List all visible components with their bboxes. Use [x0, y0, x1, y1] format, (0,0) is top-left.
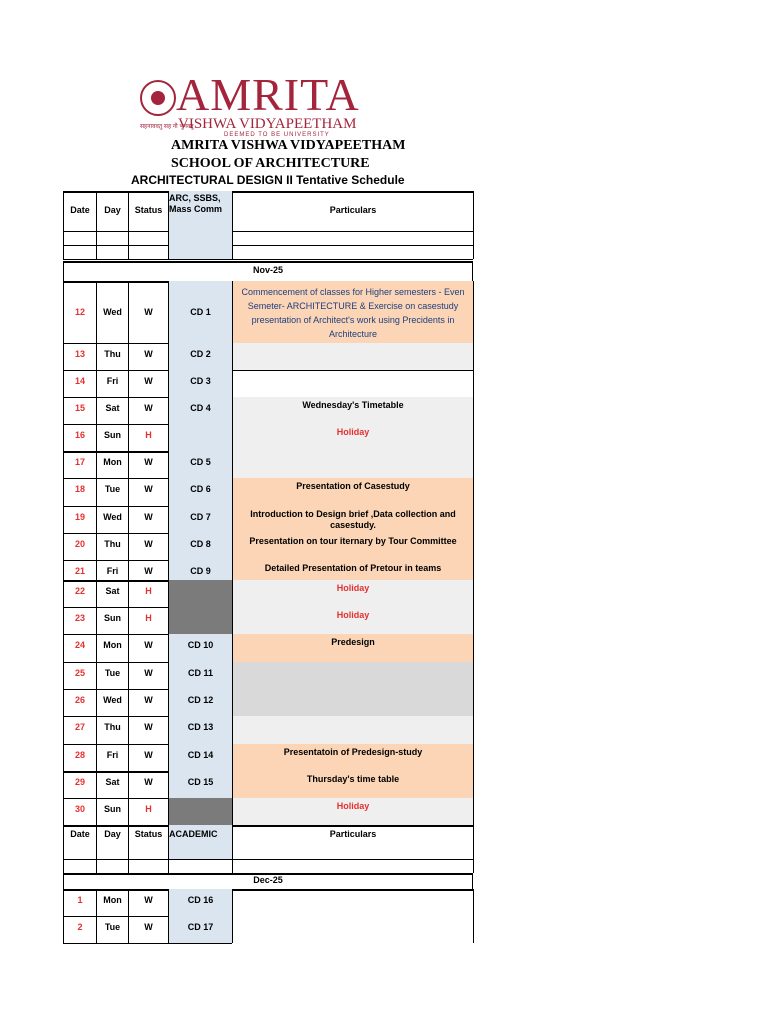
day-cell: Tue	[96, 662, 129, 689]
particulars-cell: Presentation of Casestudy	[232, 478, 474, 506]
course-cell: CD 10	[168, 634, 233, 662]
empty-cell	[168, 245, 233, 259]
logo-subtitle: VISHWA VIDYAPEETHAM	[178, 116, 357, 132]
header-status: Status	[128, 191, 169, 231]
course-cell	[168, 424, 233, 451]
course-cell: CD 7	[168, 506, 233, 533]
course-cell: CD 9	[168, 560, 233, 580]
date-cell: 19	[63, 506, 97, 533]
course-cell: CD 16	[168, 889, 233, 916]
status-cell: W	[128, 889, 169, 916]
date-cell: 30	[63, 798, 97, 825]
empty-cell	[128, 231, 169, 245]
header-date: Date	[63, 191, 97, 231]
status-cell: W	[128, 689, 169, 716]
header-date: Date	[63, 825, 97, 859]
status-cell: W	[128, 560, 169, 580]
particulars-cell	[232, 916, 474, 943]
status-cell: W	[128, 370, 169, 397]
date-cell: 25	[63, 662, 97, 689]
empty-cell	[232, 245, 474, 259]
header-academic: ACADEMIC	[168, 825, 233, 859]
status-cell: W	[128, 634, 169, 662]
day-cell: Thu	[96, 533, 129, 560]
date-cell: 17	[63, 451, 97, 478]
course-cell: CD 4	[168, 397, 233, 424]
day-cell: Fri	[96, 744, 129, 771]
status-cell: H	[128, 607, 169, 634]
header-status: Status	[128, 825, 169, 859]
course-cell: CD 1	[168, 281, 233, 343]
particulars-cell	[232, 716, 474, 744]
date-cell: 1	[63, 889, 97, 916]
row-divider	[63, 943, 232, 944]
date-cell: 12	[63, 281, 97, 343]
course-cell: CD 13	[168, 716, 233, 744]
course-cell: CD 15	[168, 771, 233, 798]
status-cell: W	[128, 744, 169, 771]
particulars-cell	[232, 662, 474, 689]
course-cell	[168, 798, 233, 825]
status-cell: W	[128, 662, 169, 689]
date-cell: 29	[63, 771, 97, 798]
status-cell: W	[128, 916, 169, 943]
empty-cell	[63, 245, 97, 259]
empty-cell	[128, 859, 169, 873]
particulars-cell: Introduction to Design brief ,Data collection and casestudy.	[232, 506, 474, 533]
course-cell: CD 14	[168, 744, 233, 771]
day-cell: Wed	[96, 689, 129, 716]
particulars-cell: Thursday's time table	[232, 771, 474, 798]
day-cell: Wed	[96, 506, 129, 533]
particulars-cell	[232, 451, 474, 478]
date-cell: 13	[63, 343, 97, 370]
particulars-cell	[232, 343, 474, 370]
date-cell: 18	[63, 478, 97, 506]
header-day: Day	[96, 191, 129, 231]
day-cell: Tue	[96, 916, 129, 943]
empty-cell	[96, 245, 129, 259]
date-cell: 21	[63, 560, 97, 580]
day-cell: Sat	[96, 397, 129, 424]
empty-cell	[96, 231, 129, 245]
course-cell: CD 12	[168, 689, 233, 716]
day-cell: Sat	[96, 580, 129, 607]
day-cell: Mon	[96, 451, 129, 478]
date-cell: 28	[63, 744, 97, 771]
status-cell: W	[128, 506, 169, 533]
day-cell: Thu	[96, 716, 129, 744]
header-day: Day	[96, 825, 129, 859]
month-label-dec: Dec-25	[63, 873, 473, 889]
particulars-cell: Wednesday's Timetable	[232, 397, 474, 424]
status-cell: W	[128, 343, 169, 370]
day-cell: Mon	[96, 634, 129, 662]
empty-cell	[63, 859, 97, 873]
day-cell: Thu	[96, 343, 129, 370]
empty-cell	[232, 231, 474, 245]
particulars-cell: Holiday	[232, 607, 474, 634]
course-cell: CD 3	[168, 370, 233, 397]
particulars-cell	[232, 889, 474, 916]
empty-cell	[63, 231, 97, 245]
day-cell: Sun	[96, 798, 129, 825]
day-cell: Sun	[96, 607, 129, 634]
course-cell	[168, 580, 233, 607]
course-cell: CD 5	[168, 451, 233, 478]
status-cell: H	[128, 424, 169, 451]
status-cell: W	[128, 533, 169, 560]
date-cell: 14	[63, 370, 97, 397]
logo-deemed-text: DEEMED TO BE UNIVERSITY	[224, 132, 330, 138]
day-cell: Wed	[96, 281, 129, 343]
particulars-cell: Holiday	[232, 580, 474, 607]
particulars-cell: Commencement of classes for Higher semesters - Even Semeter- ARCHITECTURE & Exercise on casestudy presentation of Architect's work using Precidents in Architecture	[232, 281, 474, 343]
header-particulars: Particulars	[232, 191, 474, 231]
empty-cell	[128, 245, 169, 259]
header-particulars: Particulars	[232, 825, 474, 859]
course-cell: CD 17	[168, 916, 233, 943]
status-cell: W	[128, 478, 169, 506]
course-cell	[168, 607, 233, 634]
course-cell: CD 2	[168, 343, 233, 370]
status-cell: H	[128, 798, 169, 825]
day-cell: Sat	[96, 771, 129, 798]
month-label-nov: Nov-25	[63, 261, 473, 281]
particulars-cell: Holiday	[232, 798, 474, 825]
course-cell: CD 6	[168, 478, 233, 506]
empty-cell	[168, 231, 233, 245]
date-cell: 26	[63, 689, 97, 716]
date-cell: 23	[63, 607, 97, 634]
row-divider	[63, 259, 473, 260]
particulars-cell: Holiday	[232, 424, 474, 451]
amrita-logo	[136, 69, 366, 138]
particulars-cell: Predesign	[232, 634, 474, 662]
date-cell: 20	[63, 533, 97, 560]
date-cell: 16	[63, 424, 97, 451]
logo-wordmark: AMRITA	[176, 69, 360, 120]
particulars-cell: Presentatoin of Predesign-study	[232, 744, 474, 771]
logo-tagline: सहनाववतु सह नौ भुनक्तु	[140, 124, 194, 130]
date-cell: 2	[63, 916, 97, 943]
empty-cell	[168, 859, 233, 873]
particulars-cell	[232, 689, 474, 716]
day-cell: Mon	[96, 889, 129, 916]
status-cell: W	[128, 451, 169, 478]
status-cell: W	[128, 281, 169, 343]
school-title: SCHOOL OF ARCHITECTURE	[171, 156, 370, 171]
status-cell: W	[128, 397, 169, 424]
status-cell: W	[128, 716, 169, 744]
date-cell: 22	[63, 580, 97, 607]
status-cell: W	[128, 771, 169, 798]
day-cell: Fri	[96, 560, 129, 580]
status-cell: H	[128, 580, 169, 607]
schedule-title: ARCHITECTURAL DESIGN II Tentative Schedule	[131, 173, 405, 187]
course-cell: CD 8	[168, 533, 233, 560]
institution-title: AMRITA VISHWA VIDYAPEETHAM	[171, 138, 406, 153]
day-cell: Tue	[96, 478, 129, 506]
date-cell: 15	[63, 397, 97, 424]
particulars-cell	[232, 370, 474, 397]
course-cell: CD 11	[168, 662, 233, 689]
header-course: ARC, SSBS, Mass Comm	[168, 191, 233, 231]
day-cell: Fri	[96, 370, 129, 397]
empty-cell	[232, 859, 474, 873]
particulars-cell: Detailed Presentation of Pretour in teams	[232, 560, 474, 580]
university-seal-icon	[140, 80, 176, 116]
empty-cell	[96, 859, 129, 873]
particulars-cell: Presentation on tour iternary by Tour Committee	[232, 533, 474, 560]
date-cell: 24	[63, 634, 97, 662]
date-cell: 27	[63, 716, 97, 744]
day-cell: Sun	[96, 424, 129, 451]
